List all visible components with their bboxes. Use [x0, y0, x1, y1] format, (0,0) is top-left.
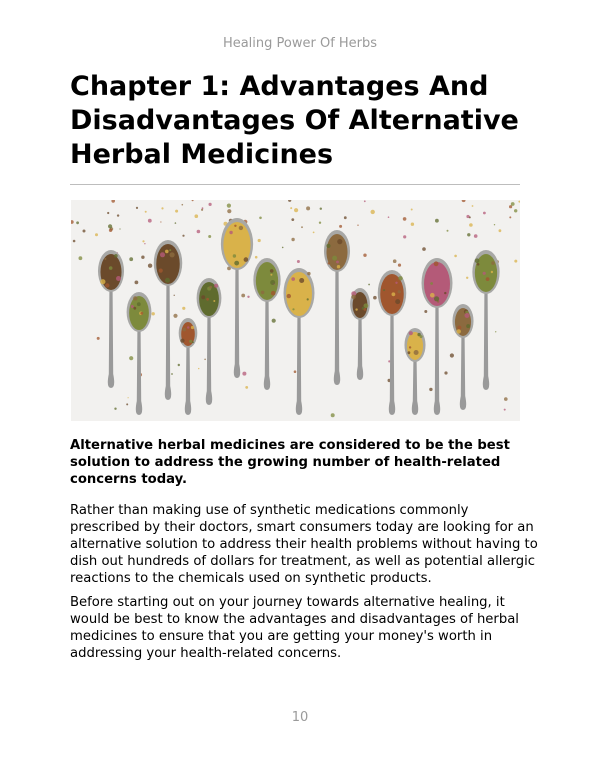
chapter-title: Chapter 1: Advantages And Disadvantages Of Alternative Herbal Medicines: [70, 71, 519, 170]
lead-paragraph: Alternative herbal medicines are considered to be the best solution to address the growing number of health-related concerns today.: [70, 438, 510, 487]
running-header: Healing Power Of Herbs: [222, 36, 378, 51]
body-paragraph: Before starting out on your journey towards alternative healing, it would be best to know the advantages and disadvantages of herbal medicines to ensure that you are getting your money's worth in addressing your health-related concerns.: [70, 595, 519, 661]
page-number: 10: [291, 710, 309, 725]
title-divider: [70, 184, 520, 185]
body-paragraph: Rather than making use of synthetic medications commonly prescribed by their doctors, smart consumers today are looking for an alternative solution to address their health problems without having to dish out hundreds of dollars for treatment, as well as potential allergic reactions to the chemicals used on synthetic products.: [70, 503, 538, 586]
herbal-spoons-photo-icon: [71, 200, 520, 421]
herbal-spoons-photo: [71, 200, 520, 421]
